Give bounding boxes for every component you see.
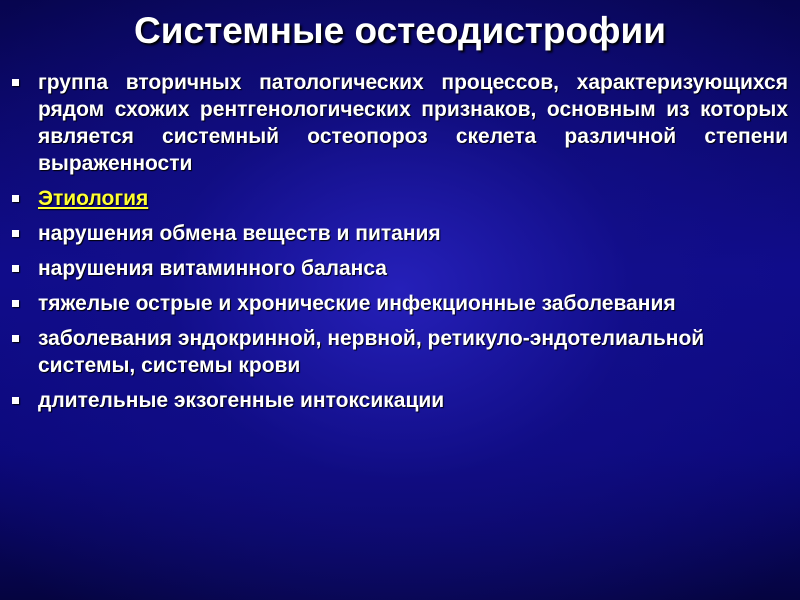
- list-item-text: нарушения обмена веществ и питания: [38, 222, 441, 245]
- list-item-definition: [10, 69, 788, 177]
- bullet-list: [10, 69, 788, 422]
- list-item-text: группа вторичных патологических процессов, характеризующихся рядом схожих рентгенологических признаков, основным из которых является системный остеопороз скелета различной степени выраженности: [38, 71, 788, 175]
- list-item-text: заболевания эндокринной, нервной, ретикуло-эндотелиальной системы, системы крови: [38, 327, 705, 377]
- list-item-text: длительные экзогенные интоксикации: [38, 389, 445, 412]
- list-item-vitamins: [10, 255, 788, 282]
- slide-title: Системные остеодистрофии: [134, 10, 666, 51]
- list-item-systems: [10, 325, 788, 379]
- list-item-etiology: [10, 185, 788, 212]
- square-bullet-icon: [12, 300, 19, 307]
- etiology-heading: Этиология: [38, 187, 149, 210]
- square-bullet-icon: [12, 230, 19, 237]
- square-bullet-icon: [12, 397, 19, 404]
- list-item-intoxication: [10, 387, 788, 414]
- square-bullet-icon: [12, 79, 19, 86]
- square-bullet-icon: [12, 265, 19, 272]
- list-item-text: нарушения витаминного баланса: [38, 257, 387, 280]
- list-item-text: тяжелые острые и хронические инфекционные заболевания: [38, 292, 676, 315]
- square-bullet-icon: [12, 195, 19, 202]
- list-item-infections: [10, 290, 788, 317]
- list-item-metabolism: [10, 220, 788, 247]
- square-bullet-icon: [12, 335, 19, 342]
